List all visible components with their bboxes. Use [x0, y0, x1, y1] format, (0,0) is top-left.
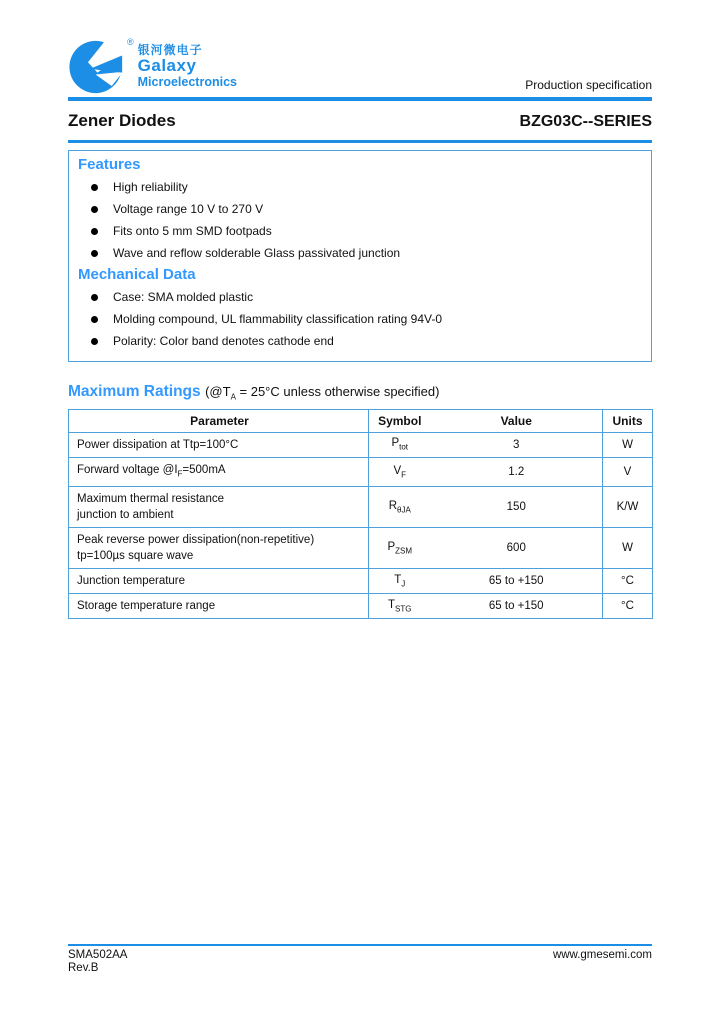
- symbol-cell: $T_{STG}$: [369, 593, 431, 618]
- galaxy-g-icon: [68, 37, 125, 95]
- parameter-cell: Storage temperature range: [69, 593, 369, 618]
- table-row: [69, 457, 653, 486]
- units-cell: °C: [603, 568, 653, 593]
- title-row: [68, 111, 652, 131]
- page-header: [68, 0, 652, 95]
- table-body: [69, 432, 653, 618]
- document-id: [68, 949, 127, 975]
- column-header-parameter: Parameter: [69, 409, 369, 432]
- column-header-units: Units: [603, 409, 653, 432]
- value-cell: 600: [431, 527, 603, 568]
- feature-item: [78, 176, 642, 198]
- mechanical-data-heading: Mechanical Data: [78, 266, 196, 283]
- parameter-cell: Peak reverse power dissipation(non-repetitive) tp=100µs square wave: [69, 527, 369, 568]
- part-series-title: BZG03C--SERIES: [519, 113, 652, 130]
- feature-item: [78, 242, 642, 264]
- website-link[interactable]: www.gmesemi.com: [552, 949, 652, 961]
- mechanical-item: [78, 330, 642, 352]
- mechanical-data-list: [78, 286, 642, 352]
- value-cell: 1.2: [431, 457, 603, 486]
- features-list: [78, 176, 642, 264]
- maximum-ratings-table: [68, 409, 653, 619]
- value-cell: 150: [431, 486, 603, 527]
- features-box: [68, 150, 652, 362]
- page-title: Zener Diodes: [68, 111, 176, 130]
- features-heading: Features: [78, 156, 141, 173]
- production-specification-label: Production specification: [525, 78, 652, 92]
- feature-item: [78, 220, 642, 242]
- bullet-icon: [91, 184, 98, 191]
- feature-item: [78, 198, 642, 220]
- logo-company-subname: Microelectronics: [137, 75, 237, 89]
- mechanical-item-label: Polarity: Color band denotes cathode end: [113, 334, 334, 348]
- parameter-cell: Power dissipation at Ttp=100°C: [69, 432, 369, 457]
- mechanical-item: [78, 308, 642, 330]
- logo-text: [138, 43, 237, 89]
- logo-company-name: Galaxy: [137, 56, 197, 75]
- company-logo: [68, 37, 237, 95]
- table-row: [69, 593, 653, 618]
- value-cell: 65 to +150: [431, 568, 603, 593]
- page-footer: [68, 944, 652, 975]
- units-cell: W: [603, 432, 653, 457]
- mechanical-item-label: Molding compound, UL flammability classification rating 94V-0: [113, 312, 443, 326]
- parameter-cell: Junction temperature: [69, 568, 369, 593]
- feature-item-label: Voltage range 10 V to 270 V: [113, 202, 264, 216]
- parameter-cell: Forward voltage $@I_F=500mA$: [69, 457, 369, 486]
- footer-divider: [68, 944, 652, 946]
- bullet-icon: [91, 294, 98, 301]
- maximum-ratings-heading: Maximum Ratings: [68, 383, 201, 400]
- bullet-icon: [91, 206, 98, 213]
- bullet-icon: [91, 250, 98, 257]
- symbol-cell: $P_{tot}$: [369, 432, 431, 457]
- document-number: SMA502AA: [68, 949, 128, 961]
- feature-item-label: Wave and reflow solderable Glass passivated junction: [113, 246, 401, 260]
- ratings-condition: ($@T_A = 25^\circ C$ unless otherwise specified): [205, 384, 440, 402]
- value-cell: 65 to +150: [431, 593, 603, 618]
- table-row: [69, 527, 653, 568]
- header-divider: [68, 97, 652, 101]
- feature-item-label: Fits onto 5 mm SMD footpads: [113, 224, 272, 238]
- units-cell: W: [603, 527, 653, 568]
- document-revision: Rev.B: [68, 962, 99, 974]
- symbol-cell: $P_{ZSM}$: [369, 527, 431, 568]
- feature-item-label: High reliability: [113, 180, 188, 194]
- symbol-cell: $T_J$: [369, 568, 431, 593]
- registered-trademark-icon: ®: [127, 37, 134, 47]
- title-divider: [68, 140, 652, 143]
- units-cell: K/W: [603, 486, 653, 527]
- units-cell: °C: [603, 593, 653, 618]
- bullet-icon: [91, 316, 98, 323]
- table-row: [69, 486, 653, 527]
- mechanical-item-label: Case: SMA molded plastic: [113, 290, 254, 304]
- maximum-ratings-heading-row: [68, 383, 652, 402]
- parameter-cell: Maximum thermal resistance junction to ambient: [69, 486, 369, 527]
- bullet-icon: [91, 228, 98, 235]
- bullet-icon: [91, 338, 98, 345]
- symbol-cell: $V_F$: [369, 457, 431, 486]
- mechanical-item: [78, 286, 642, 308]
- value-cell: 3: [431, 432, 603, 457]
- table-header: [69, 409, 653, 432]
- column-header-symbol: Symbol: [369, 409, 431, 432]
- table-row: [69, 568, 653, 593]
- column-header-value: Value: [431, 409, 603, 432]
- symbol-cell: $R_{\theta JA}$: [369, 486, 431, 527]
- logo-chinese-name: 银河微电子: [137, 43, 203, 57]
- units-cell: V: [603, 457, 653, 486]
- table-row: [69, 432, 653, 457]
